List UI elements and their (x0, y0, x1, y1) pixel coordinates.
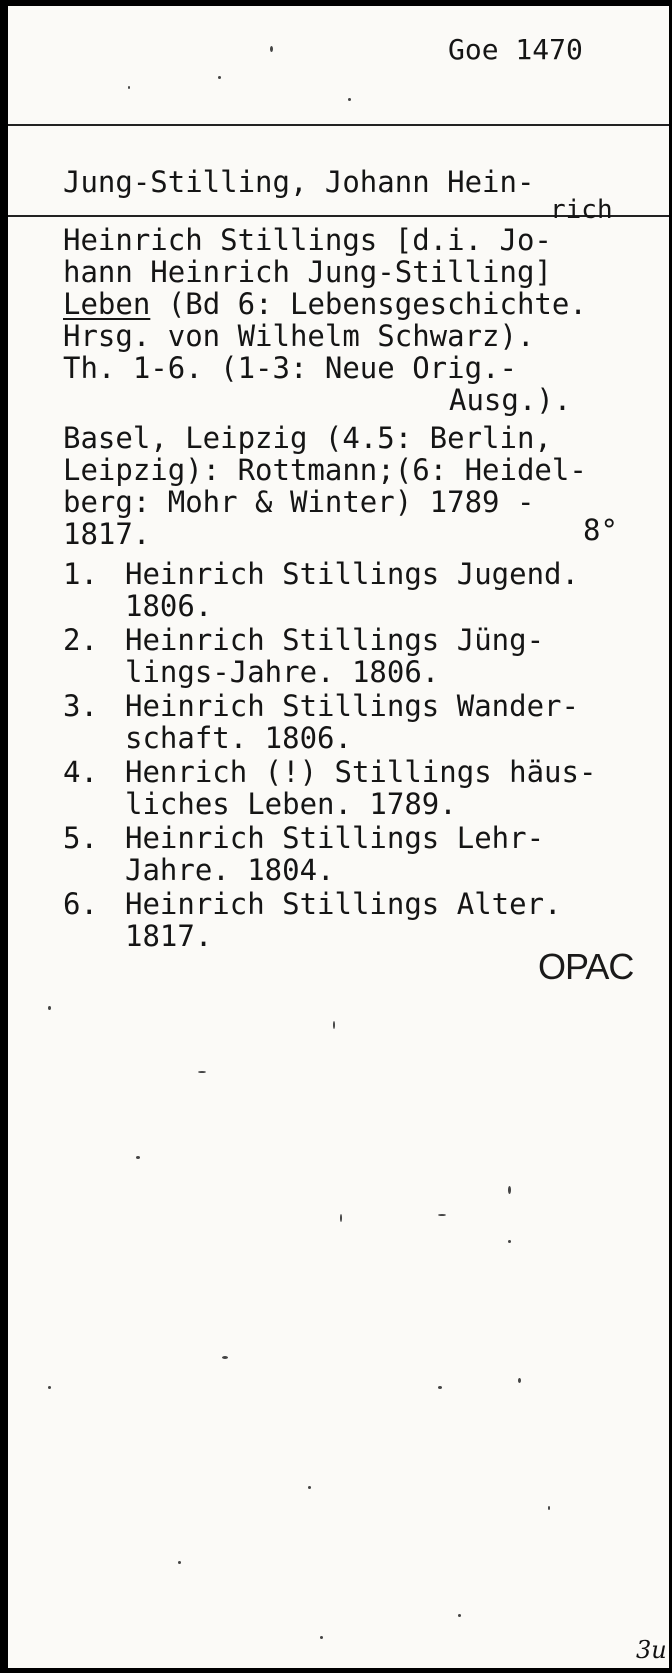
volume-title: Heinrich Stillings Alter. (125, 887, 562, 921)
imprint-line-3: berg: Mohr & Winter) 1789 - (63, 485, 535, 519)
opac-stamp: OPAC (538, 946, 634, 987)
paper-speck (333, 1021, 335, 1029)
imprint-line-2: Leipzig): Rottmann;(6: Heidel- (63, 453, 587, 487)
paper-speck (348, 98, 351, 101)
shelfmark: Goe 1470 (448, 33, 583, 66)
volume-number: 5. (63, 821, 98, 855)
volume-title: Henrich (!) Stillings häus- (125, 755, 597, 789)
title-line-3-rest: (Bd 6: Lebensgeschichte. (150, 287, 587, 321)
format-size: 8° (583, 513, 618, 547)
catalog-card (8, 6, 669, 1668)
paper-speck (518, 1378, 521, 1383)
paper-speck (320, 1636, 323, 1639)
paper-speck (308, 1486, 311, 1489)
paper-speck (222, 1356, 228, 1359)
paper-speck (340, 1214, 342, 1222)
paper-speck (198, 1071, 206, 1073)
volume-year: Jahre. 1804. (125, 853, 335, 887)
author-heading-continuation: rich (550, 195, 613, 225)
volume-title: Heinrich Stillings Wander- (125, 689, 579, 723)
volume-number: 4. (63, 755, 98, 789)
volume-year: 1817. (125, 919, 213, 953)
paper-speck (458, 1614, 461, 1617)
volume-year: 1806. (125, 589, 213, 623)
volume-number: 1. (63, 557, 98, 591)
paper-speck (438, 1214, 446, 1216)
header-divider (8, 124, 669, 126)
paper-speck (270, 46, 273, 52)
paper-speck (508, 1240, 511, 1243)
volume-title: Heinrich Stillings Lehr- (125, 821, 545, 855)
volume-number: 2. (63, 623, 98, 657)
volume-year: schaft. 1806. (125, 721, 352, 755)
volume-title: Heinrich Stillings Jüng- (125, 623, 545, 657)
volume-number: 6. (63, 887, 98, 921)
volume-title: Heinrich Stillings Jugend. (125, 557, 579, 591)
paper-speck (548, 1506, 550, 1510)
paper-speck (438, 1386, 442, 1389)
paper-speck (508, 1186, 511, 1194)
paper-speck (128, 86, 130, 89)
paper-speck (136, 1156, 140, 1159)
paper-speck (48, 1386, 51, 1389)
volume-year: lings-Jahre. 1806. (125, 655, 440, 689)
volume-year: liches Leben. 1789. (125, 787, 457, 821)
paper-speck (178, 1561, 181, 1564)
paper-speck (48, 1006, 51, 1010)
paper-speck (218, 76, 221, 79)
imprint-line-1: Basel, Leipzig (4.5: Berlin, (63, 421, 552, 455)
title-line-3 (63, 288, 587, 320)
title-line-1: Heinrich Stillings [d.i. Jo- (63, 223, 552, 257)
parts-line: Th. 1-6. (1-3: Neue Orig.- (63, 351, 517, 385)
title-line-2: hann Heinrich Jung-Stilling] (63, 255, 552, 289)
title-word-leben: Leben (63, 287, 151, 321)
handwritten-note: 3u (636, 1636, 667, 1664)
imprint-end-year: 1817. (63, 517, 151, 551)
parts-line-continuation: Ausg.). (449, 383, 572, 417)
volume-number: 3. (63, 689, 98, 723)
editor-line: Hrsg. von Wilhelm Schwarz). (63, 319, 535, 353)
author-heading: Jung-Stilling, Johann Hein- (63, 165, 535, 199)
